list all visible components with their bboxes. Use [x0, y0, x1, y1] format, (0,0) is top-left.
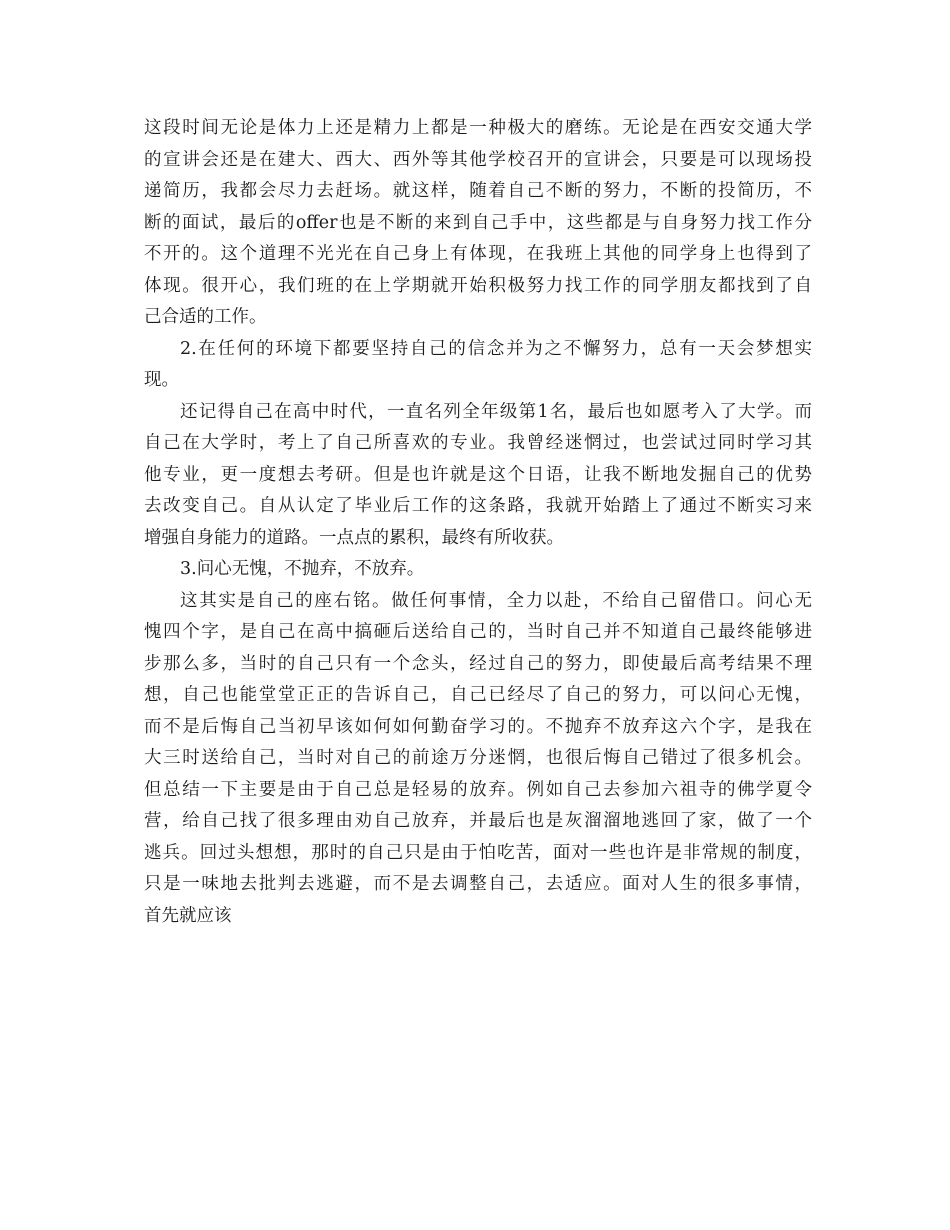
text-line: 断的面试，最后的offer也是不断的来到自己手中，这些都是与自身努力找工作分 [144, 212, 812, 233]
text-line: 大三时送给自己，当时对自己的前途万分迷惘，也很后悔自己错过了很多机会。 [144, 748, 812, 768]
text-line: 增强自身能力的道路。一点点的累积，最终有所收获。 [144, 527, 564, 548]
text-line: 愧四个字，是自己在高中搞砸后送给自己的，当时自己并不知道自己最终能够进 [144, 622, 812, 642]
text-line: 首先就应该 [144, 905, 232, 926]
text-line: 这段时间无论是体力上还是精力上都是一种极大的磨练。无论是在西安交通大学 [144, 118, 812, 138]
text-line: 他专业，更一度想去考研。但是也许就是这个日语，让我不断地发掘自己的优势 [144, 464, 812, 485]
text-line: 递简历，我都会尽力去赶场。就这样，随着自己不断的努力，不断的投简历，不 [144, 181, 812, 201]
text-line: 但总结一下主要是由于自己总是轻易的放弃。例如自己去参加六祖寺的佛学夏令 [144, 779, 812, 800]
document-body [144, 113, 812, 932]
text-line: 只是一味地去批判去逃避，而不是去调整自己，去适应。面对人生的很多事情， [144, 874, 812, 894]
paragraph-first-line: 3.问心无愧，不抛弃，不放弃。 [180, 559, 425, 579]
text-line: 现。 [144, 370, 179, 390]
text-line: 自己在大学时，考上了自己所喜欢的专业。我曾经迷惘过，也尝试过同时学习其 [144, 433, 812, 453]
text-line: 己合适的工作。 [144, 307, 267, 327]
paragraph-first-line: 2.在任何的环境下都要坚持自己的信念并为之不懈努力，总有一天会梦想实 [180, 338, 812, 359]
text-line: 去改变自己。自从认定了毕业后工作的这条路，我就开始踏上了通过不断实习来 [144, 496, 812, 516]
text-line: 体现。很开心，我们班的在上学期就开始积极努力找工作的同学朋友都找到了自 [144, 275, 812, 296]
paragraph-first-line: 这其实是自己的座右铭。做任何事情，全力以赴，不给自己留借口。问心无 [180, 590, 812, 611]
text-line: 而不是后悔自己当初早该如何如何勤奋学习的。不抛弃不放弃这六个字，是我在 [144, 716, 812, 737]
text-line: 不开的。这个道理不光光在自己身上有体现，在我班上其他的同学身上也得到了 [144, 244, 812, 264]
text-line: 想，自己也能堂堂正正的告诉自己，自己已经尽了自己的努力，可以问心无愧， [144, 685, 812, 705]
text-line: 营，给自己找了很多理由劝自己放弃，并最后也是灰溜溜地逃回了家，做了一个 [144, 811, 812, 831]
text-line: 步那么多，当时的自己只有一个念头，经过自己的努力，即使最后高考结果不理 [144, 653, 812, 674]
paragraph-first-line: 还记得自己在高中时代，一直名列全年级第1名，最后也如愿考入了大学。而 [180, 401, 812, 422]
text-line: 逃兵。回过头想想，那时的自己只是由于怕吃苦，面对一些也许是非常规的制度， [144, 842, 812, 863]
text-line: 的宣讲会还是在建大、西大、西外等其他学校召开的宣讲会，只要是可以现场投 [144, 149, 812, 170]
